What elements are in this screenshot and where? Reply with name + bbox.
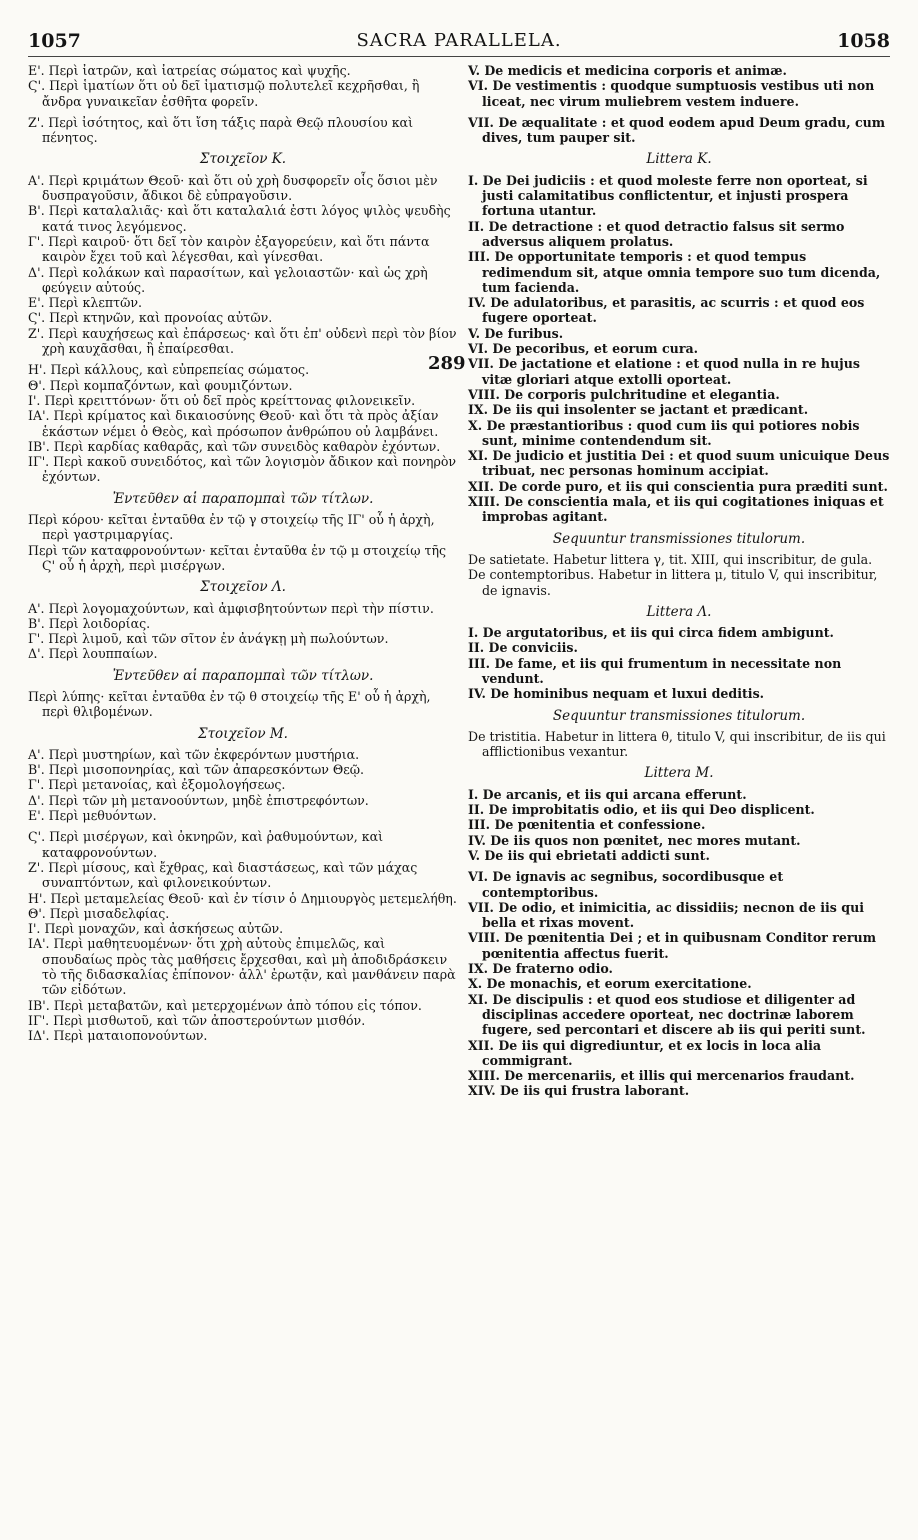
- latin-entry: XIII. De mercenariis, et illis qui mercenarios fraudant.: [468, 1068, 855, 1084]
- greek-entry: Ζ'. Περὶ μίσους, καὶ ἔχθρας, καὶ διαστάσεως, καὶ τῶν μάχας συναπτόντων, καὶ φιλονεικούντων.: [28, 859, 418, 891]
- latin-entry: V. De furibus.: [468, 325, 564, 341]
- latin-entry: II. De conviciis.: [468, 640, 578, 656]
- greek-entry: Δ'. Περὶ κολάκων καὶ παρασίτων, καὶ γελοιαστῶν· καὶ ὡς χρὴ φεύγειν αὐτούς.: [28, 264, 428, 295]
- greek-entry: ΙΑ'. Περὶ μαθητευομένων· ὅτι χρὴ αὐτοὺς ἐπιμελῶς, καὶ σπουδαίως πρὸς τὰς μαθήσεις ἔρχεσθαι, καὶ μὴ ἀποδιδράσκειν τὸ τῆς διδασκαλίας ἐπίπονον· ἀλλ' ἐρωτᾷν, καὶ μανθάνειν παρὰ τῶν εἰδότων.: [28, 936, 456, 998]
- latin-entry: VIII. De corporis pulchritudine et elegantia.: [468, 386, 780, 402]
- margin-number: 289: [428, 353, 466, 375]
- greek-entry: Β'. Περὶ καταλαλιᾶς· καὶ ὅτι καταλαλιά ἐστι λόγος ψιλὸς ψευδὴς κατά τινος λεγόμενος.: [28, 203, 451, 234]
- latin-transmission: De tristitia. Habetur in littera θ, titulo V, qui inscribitur, de iis qui afflictionibus vexantur.: [468, 728, 886, 760]
- greek-transmission: Περὶ τῶν καταφρονούντων· κεῖται ἐνταῦθα ἐν τῷ μ στοιχείῳ τῆς Ϛ' οὗ ἡ ἀρχὴ, περὶ μισέργων.: [28, 542, 447, 573]
- latin-entry: VI. De pecoribus, et eorum cura.: [468, 341, 699, 357]
- section-heading: Littera M.: [644, 765, 714, 782]
- greek-entry: Θ'. Περὶ κομπαζόντων, καὶ φουμιζόντων.: [28, 377, 293, 393]
- latin-column: [428, 63, 890, 1099]
- latin-transmission: De contemptoribus. Habetur in littera μ, titulo V, qui inscribitur, de ignavis.: [468, 567, 878, 598]
- latin-entry: XII. De iis qui digrediuntur, et ex locis in loca alia commigrant.: [468, 1037, 822, 1068]
- latin-entry: III. De pœnitentia et confessione.: [468, 817, 706, 833]
- right-page-number: 1058: [837, 30, 890, 52]
- latin-entry: XIV. De iis qui frustra laborant.: [468, 1083, 690, 1099]
- greek-entry: ΙΒ'. Περὶ καρδίας καθαρᾶς, καὶ τῶν συνειδὸς καθαρὸν ἐχόντων.: [28, 438, 441, 454]
- greek-entry: Α'. Περὶ μυστηρίων, καὶ τῶν ἐκφερόντων μυστήρια.: [28, 746, 360, 762]
- greek-entry: Η'. Περὶ κάλλους, καὶ εὐπρεπείας σώματος.: [28, 362, 310, 378]
- latin-entry: V. De medicis et medicina corporis et animæ.: [468, 63, 787, 78]
- greek-entry: Ϛ'. Περὶ ἱματίων ὅτι οὐ δεῖ ἱματισμῷ πολυτελεῖ κεχρῆσθαι, ἢ ἄνδρα γυναικεῖαν ἐσθῆτα φορεῖν.: [28, 78, 420, 109]
- latin-entry: I. De argutatoribus, et iis qui circa fidem ambigunt.: [468, 625, 834, 641]
- latin-entry: IV. De iis quos non pœnitet, nec mores mutant.: [468, 832, 801, 848]
- latin-entry: VII. De jactatione et elatione : et quod nulla in re hujus vitæ gloriari atque extolli oporteat.: [468, 356, 860, 387]
- greek-transmission: Περὶ λύπης· κεῖται ἐνταῦθα ἐν τῷ θ στοιχείῳ τῆς Ε' οὗ ἡ ἀρχὴ, περὶ θλιβομένων.: [28, 688, 431, 720]
- greek-entry: Θ'. Περὶ μισαδελφίας.: [28, 905, 170, 921]
- latin-transmission: De satietate. Habetur littera γ, tit. XIII, qui inscribitur, de gula.: [468, 551, 873, 567]
- greek-entry: Ε'. Περὶ μεθυόντων.: [28, 808, 157, 824]
- greek-entry: Ζ'. Περὶ ἰσότητος, καὶ ὅτι ἴση τάξις παρὰ Θεῷ πλουσίου καὶ πένητος.: [28, 114, 414, 146]
- latin-entry: VII. De odio, et inimicitia, ac dissidiis; necnon de iis qui bella et rixas movent.: [468, 899, 865, 931]
- greek-entry: ΙΓ'. Περὶ μισθωτοῦ, καὶ τῶν ἀποστερούντων μισθόν.: [28, 1012, 366, 1028]
- greek-entry: ΙΒ'. Περὶ μεταβατῶν, καὶ μετερχομένων ἀπὸ τόπου εἰς τόπον.: [28, 997, 422, 1013]
- transmission-heading: Sequuntur transmissiones titulorum.: [552, 707, 806, 724]
- greek-entry: Γ'. Περὶ καιροῦ· ὅτι δεῖ τὸν καιρὸν ἐξαγορεύειν, καὶ ὅτι πάντα καιρὸν ἔχει τοῦ καὶ λέγεσθαι, καὶ γίνεσθαι.: [28, 233, 430, 265]
- latin-entry: VIII. De pœnitentia Dei ; et in quibusnam Conditor rerum pœnitentia affectus fuerit.: [468, 930, 877, 961]
- latin-entry: XI. De judicio et justitia Dei : et quod suum unicuique Deus tribuat, nec personas hominum accipiat.: [468, 448, 890, 479]
- greek-entry: Ι'. Περὶ μοναχῶν, καὶ ἀσκήσεως αὐτῶν.: [28, 921, 284, 937]
- latin-entry: IV. De hominibus nequam et luxui deditis.: [468, 686, 765, 702]
- latin-entry: XI. De discipulis : et quod eos studiose et diligenter ad disciplinas accedere oporteat, nec doctrinæ laborem fugere, sed percontari et discere ab iis qui periti sunt.: [468, 991, 866, 1038]
- latin-entry: IX. De fraterno odio.: [468, 961, 613, 977]
- greek-entry: Ϛ'. Περὶ κτηνῶν, καὶ προνοίας αὐτῶν.: [28, 310, 273, 326]
- page-header: [28, 30, 890, 57]
- section-heading: Στοιχεῖον Κ.: [199, 151, 287, 168]
- section-heading: Στοιχεῖον Λ.: [200, 579, 286, 596]
- greek-transmission: Περὶ κόρου· κεῖται ἐνταῦθα ἐν τῷ γ στοιχείῳ τῆς ΙΓ' οὗ ἡ ἀρχὴ, περὶ γαστριμαργίας.: [28, 512, 435, 543]
- transmission-heading: Sequuntur transmissiones titulorum.: [552, 530, 806, 547]
- greek-entry: Α'. Περὶ κριμάτων Θεοῦ· καὶ ὅτι οὐ χρὴ δυσφορεῖν οἷς ὅσιοι μὲν δυσπραγοῦσιν, ἄδικοι δὲ εὐπραγοῦσιν.: [28, 172, 438, 204]
- greek-entry: Β'. Περὶ λοιδορίας.: [28, 615, 151, 631]
- latin-entry: IV. De adulatoribus, et parasitis, ac scurris : et quod eos fugere oporteat.: [468, 295, 865, 326]
- greek-entry: Δ'. Περὶ τῶν μὴ μετανοούντων, μηδὲ ἐπιστρεφόντων.: [28, 792, 369, 808]
- latin-entry: VI. De vestimentis : quodque sumptuosis vestibus uti non liceat, nec virum muliebrem vestem induere.: [468, 78, 875, 109]
- latin-entry: V. De iis qui ebrietati addicti sunt.: [468, 847, 710, 863]
- latin-entry: XII. De corde puro, et iis qui conscientia pura præditi sunt.: [468, 478, 888, 494]
- latin-entry: III. De fame, et iis qui frumentum in necessitate non vendunt.: [468, 655, 842, 686]
- latin-entry: II. De detractione : et quod detractio falsus sit sermo adversus aliquem prolatus.: [468, 218, 845, 249]
- latin-entry: X. De præstantioribus : quod cum iis qui potiores nobis sunt, minime contendendum sit.: [468, 417, 860, 448]
- greek-entry: Α'. Περὶ λογομαχούντων, καὶ ἀμφισβητούντων περὶ τὴν πίστιν.: [28, 600, 434, 616]
- section-heading: Littera Λ.: [646, 603, 712, 620]
- greek-entry: Ε'. Περὶ κλεπτῶν.: [28, 295, 143, 311]
- greek-entry: Δ'. Περὶ λουππαίων.: [28, 646, 158, 662]
- greek-entry: Η'. Περὶ μεταμελείας Θεοῦ· καὶ ἐν τίσιν ὁ Δημιουργὸς μετεμελήθη.: [28, 890, 457, 906]
- greek-entry: ΙΓ'. Περὶ κακοῦ συνειδότος, καὶ τῶν λογισμὸν ἄδικον καὶ πονηρὸν ἐχόντων.: [28, 454, 457, 485]
- greek-entry: Ι'. Περὶ κρειττόνων· ὅτι οὐ δεῖ πρὸς κρείττονας φιλονεικεῖν.: [28, 392, 416, 408]
- latin-entry: I. De arcanis, et iis qui arcana efferunt.: [468, 786, 747, 802]
- latin-entry: VII. De æqualitate : et quod eodem apud Deum gradu, cum dives, tum pauper sit.: [468, 114, 886, 146]
- left-page-number: 1057: [28, 30, 81, 52]
- transmission-heading: Ἐντεῦθεν αἱ παραπομπαὶ τῶν τίτλων.: [112, 490, 374, 507]
- greek-entry: Ϛ'. Περὶ μισέργων, καὶ ὀκνηρῶν, καὶ ῥαθυμούντων, καὶ καταφρονούντων.: [28, 829, 384, 860]
- greek-entry: Β'. Περὶ μισοπονηρίας, καὶ τῶν ἀπαρεσκόντων Θεῷ.: [28, 762, 364, 778]
- greek-entry: Ζ'. Περὶ καυχήσεως καὶ ἐπάρσεως· καὶ ὅτι ἐπ' οὐδενὶ περὶ τὸν βίον χρὴ καυχᾶσθαι, ἢ ἐπαίρεσθαι.: [28, 325, 457, 357]
- greek-entry: ΙΑ'. Περὶ κρίματος καὶ δικαιοσύνης Θεοῦ· καὶ ὅτι τὰ πρὸς ἀξίαν ἑκάστων νέμει ὁ Θεὸς, καὶ πρόσωπον ἀνθρώπου οὐ λαμβάνει.: [28, 408, 439, 439]
- latin-entry: III. De opportunitate temporis : et quod tempus redimendum sit, atque omnia tempore suo tum dicenda, tum facienda.: [468, 249, 881, 295]
- latin-entry: XIII. De conscientia mala, et iis qui cogitationes iniquas et improbas agitant.: [468, 494, 884, 525]
- greek-entry: Ε'. Περὶ ἰατρῶν, καὶ ἰατρείας σώματος καὶ ψυχῆς.: [28, 63, 351, 78]
- transmission-heading: Ἐντεῦθεν αἱ παραπομπαὶ τῶν τίτλων.: [112, 667, 374, 684]
- greek-entry: Γ'. Περὶ μετανοίας, καὶ ἐξομολογήσεως.: [28, 777, 286, 793]
- latin-entry: II. De improbitatis odio, et iis qui Deo displicent.: [468, 802, 815, 818]
- running-title: SACRA PARALLELA.: [356, 30, 562, 51]
- section-heading: Littera K.: [646, 151, 712, 168]
- latin-entry: IX. De iis qui insolenter se jactant et prædicant.: [468, 402, 809, 418]
- greek-column: [28, 63, 458, 1044]
- section-heading: Στοιχεῖον Μ.: [198, 725, 288, 742]
- greek-entry: ΙΔ'. Περὶ ματαιοπονούντων.: [28, 1028, 208, 1044]
- latin-entry: X. De monachis, et eorum exercitatione.: [468, 976, 752, 992]
- latin-entry: I. De Dei judiciis : et quod moleste ferre non oporteat, si justi calamitatibus conflictentur, et injusti prospera fortuna utantur.: [468, 172, 868, 219]
- page: [28, 30, 890, 1099]
- latin-entry: VI. De ignavis ac segnibus, socordibusque et contemptoribus.: [468, 869, 784, 900]
- greek-entry: Γ'. Περὶ λιμοῦ, καὶ τῶν σῖτον ἐν ἀνάγκῃ μὴ πωλούντων.: [28, 631, 389, 647]
